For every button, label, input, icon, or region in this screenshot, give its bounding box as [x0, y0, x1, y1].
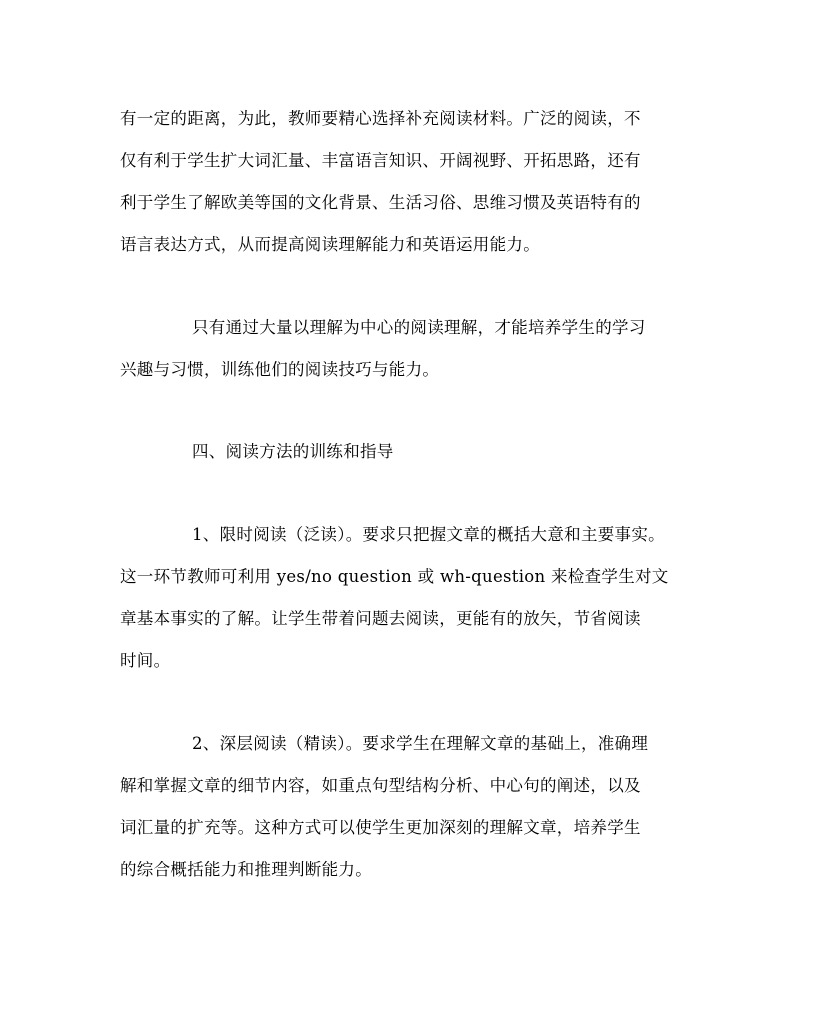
- paragraph-4-line-2: 这一环节教师可利用 yes/no question 或 wh-question 来检查学生对文: [120, 567, 669, 586]
- paragraph-2-line-2: 兴趣与习惯，训练他们的阅读技巧与能力。: [120, 360, 440, 379]
- paragraph-5-line-2: 解和掌握文章的细节内容，如重点句型结构分析、中心句的阐述，以及: [120, 776, 641, 795]
- paragraph-1-line-4: 语言表达方式，从而提高阅读理解能力和英语运用能力。: [120, 235, 540, 254]
- paragraph-4-line-1: 1、限时阅读（泛读）。要求只把握文章的概括大意和主要事实。: [192, 525, 665, 544]
- paragraph-4-line-4: 时间。: [120, 651, 171, 670]
- paragraph-2-line-1: 只有通过大量以理解为中心的阅读理解，才能培养学生的学习: [192, 318, 646, 337]
- paragraph-1-line-3: 利于学生了解欧美等国的文化背景、生活习俗、思维习惯及英语特有的: [120, 193, 641, 212]
- section-heading: 四、阅读方法的训练和指导: [192, 442, 394, 461]
- paragraph-1-line-2: 仅有利于学生扩大词汇量、丰富语言知识、开阔视野、开拓思路，还有: [120, 151, 641, 170]
- paragraph-5-line-3: 词汇量的扩充等。这种方式可以使学生更加深刻的理解文章，培养学生: [120, 818, 641, 837]
- paragraph-4-line-3: 章基本事实的了解。让学生带着问题去阅读，更能有的放矢，节省阅读: [120, 609, 641, 628]
- paragraph-1-line-1: 有一定的距离，为此，教师要精心选择补充阅读材料。广泛的阅读，不: [120, 109, 641, 128]
- paragraph-5-line-1: 2、深层阅读（精读）。要求学生在理解文章的基础上，准确理: [192, 734, 649, 753]
- paragraph-5-line-4: 的综合概括能力和推理判断能力。: [120, 860, 372, 879]
